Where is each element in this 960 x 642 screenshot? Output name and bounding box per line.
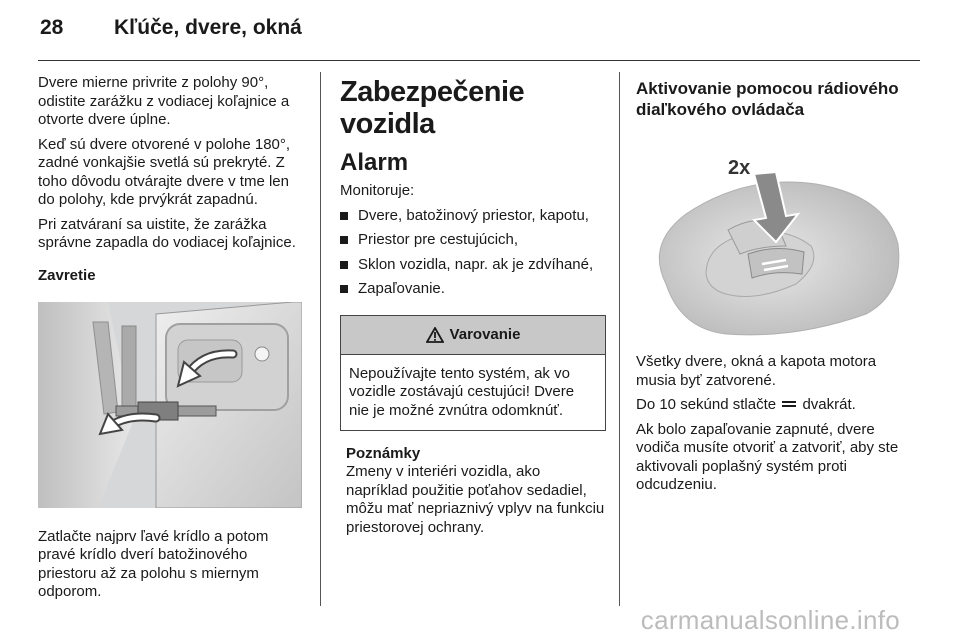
column-divider (320, 72, 321, 606)
bullet-square-icon (340, 285, 348, 293)
warning-header (341, 316, 605, 355)
page-number: 28 (40, 16, 64, 39)
monitor-list (340, 207, 606, 299)
paragraph: Keď sú dvere otvorené v polohe 180°, zadné vonkajšie svetlá sú prekryté. Z toho dôvodu otvárajte dvere v tme len do polohy, kde prvýkrát zapadnú. (38, 135, 291, 208)
bullet-square-icon (340, 236, 348, 244)
paragraph: Dvere mierne privrite z polohy 90°, odistite zarážku z vodiacej koľajnice a otvorte dvere úplne. (38, 74, 290, 128)
paragraph: Pri zatváraní sa uistite, že zarážka správne zapadla do vodiacej koľajnice. (38, 215, 296, 251)
paragraph (636, 396, 906, 415)
monitor-label: Monitoruje: (340, 182, 415, 199)
section-heading: Zabezpečenie vozidla (340, 76, 525, 140)
note-text: Zmeny v interiéri vozidla, ako napríklad použitie poťahov sedadiel, môžu mať nepriaznivý vplyv na funkciu priestorovej ochrany. (346, 463, 605, 536)
bullet-square-icon (340, 212, 348, 220)
press-count-label: 2x (728, 157, 751, 179)
remote-key-illustration (636, 134, 900, 339)
column-left (38, 74, 306, 608)
warning-title: Varovanie (449, 326, 521, 343)
tailgate-drawing (38, 302, 302, 508)
column-middle (340, 74, 606, 537)
column-right (636, 74, 906, 501)
list-item: Zapaľovanie. (340, 280, 606, 299)
list-item: Sklon vozidla, napr. ak je zdvíhané, (340, 256, 606, 275)
list-item: Dvere, batožinový priestor, kapotu, (340, 207, 606, 226)
tailgate-door-illustration (38, 302, 302, 508)
note-title: Poznámky (346, 445, 421, 462)
subsection-heading: Aktivovanie pomocou rádiového diaľkového ovládača (636, 79, 899, 119)
header-rule (38, 60, 920, 61)
chapter-title: Kľúče, dvere, okná (114, 16, 302, 39)
note-block (340, 445, 606, 537)
subsection-heading: Alarm (340, 149, 409, 176)
paragraph: Všetky dvere, okná a kapota motora musia byť zatvorené. (636, 353, 877, 389)
section-subheading: Zavretie (38, 266, 96, 284)
column-divider (619, 72, 620, 606)
paragraph: Ak bolo zapaľovanie zapnuté, dvere vodiča musíte otvoriť a zatvoriť, aby ste aktivovali poplašný systém proti odcudzeniu. (636, 420, 899, 493)
text-fragment: dvakrát. (802, 396, 856, 413)
text-fragment: Do 10 sekúnd stlačte (636, 396, 777, 413)
warning-body (341, 355, 605, 431)
watermark: carmanualsonline.info (640, 605, 900, 635)
warning-box (340, 315, 606, 432)
paragraph: Zatlačte najprv ľavé krídlo a potom pravé krídlo dverí batožinového priestoru až za polohu s miernym odporom. (38, 527, 269, 600)
warning-text: Nepoužívajte tento systém, ak vo vozidle zostávajú cestujúci! Dvere nie je možné zvnútra odomknúť. (349, 364, 575, 419)
remote-key-drawing (636, 134, 900, 339)
list-item: Priestor pre cestujúcich, (340, 231, 606, 250)
bullet-square-icon (340, 261, 348, 269)
warning-triangle-icon (426, 327, 444, 343)
lock-button-icon (782, 401, 796, 407)
